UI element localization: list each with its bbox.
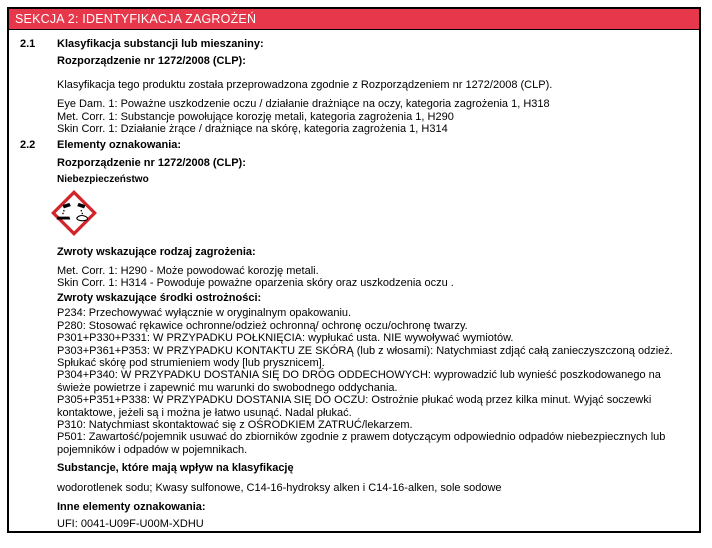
hazard-statement: Skin Corr. 1: H314 - Powoduje poważne oparzenia skóry oraz uszkodzenia oczu . <box>57 277 454 290</box>
section-content <box>9 38 699 531</box>
ghs05-corrosion-pictogram-icon <box>51 190 97 236</box>
classification-item: Eye Dam. 1: Poważne uszkodzenie oczu / działanie drażniące na oczy, kategoria zagrożenia 1, H318 <box>57 98 550 111</box>
subsection-2-1-number: 2.1 <box>20 38 36 50</box>
precautionary-statement: P280: Stosować rękawice ochronne/odzież ochronną/ ochronę oczu/ochronę twarzy. <box>57 319 468 332</box>
hazard-statements-list <box>57 265 689 290</box>
signal-word: Niebezpieczeństwo <box>57 174 149 186</box>
section-header-banner <box>9 9 699 30</box>
document-frame <box>7 7 701 533</box>
clp-regulation-heading-1: Rozporządzenie nr 1272/2008 (CLP): <box>57 55 246 68</box>
clp-regulation-heading-2: Rozporządzenie nr 1272/2008 (CLP): <box>57 156 246 169</box>
precautionary-statement: P301+P330+P331: W PRZYPADKU POŁKNIĘCIA: wypłukać usta. NIE wywoływać wymiotów. <box>57 332 514 345</box>
precautionary-statement: P501: Zawartość/pojemnik usuwać do zbiorników zgodnie z prawem dotyczącym odpowiednio odpadów niebezpiecznych lub pojemników i odpadów w pojemnikach. <box>57 431 666 456</box>
precautionary-statements-heading: Zwroty wskazujące środki ostrożności: <box>57 291 262 304</box>
precautionary-statement: P305+P351+P338: W PRZYPADKU DOSTANIA SIĘ DO OCZU: Ostrożnie płukać wodą przez kilka minut. Wyjąć soczewki kontaktowe, jeżeli są i można je łatwo usunąć. Nadal płukać. <box>57 394 652 419</box>
section-header-title: SEKCJA 2: IDENTYFIKACJA ZAGROŻEŃ <box>15 12 257 26</box>
subsection-2-2-heading <box>20 139 689 152</box>
subsection-2-1-title: Klasyfikacja substancji lub mieszaniny: <box>57 38 264 50</box>
classification-item: Met. Corr. 1: Substancje powołujące korozję metali, kategoria zagrożenia 1, H290 <box>57 110 454 123</box>
subsection-2-1-heading <box>20 38 689 50</box>
classification-item: Skin Corr. 1: Działanie żrące / drażniące na skórę, kategoria zagrożenia 1, H314 <box>57 123 448 136</box>
ufi-code: UFI: 0041-U09F-U00M-XDHU <box>57 518 204 531</box>
precautionary-statement: P303+P361+P353: W PRZYPADKU KONTAKTU ZE SKÓRĄ (lub z włosami): Natychmiast zdjąć całą zanieczyszczoną odzież. Spłukać skórę pod strumieniem wody [lub prysznicem]. <box>57 344 673 369</box>
hazard-statements-heading: Zwroty wskazujące rodzaj zagrożenia: <box>57 245 256 258</box>
precautionary-statement: P234: Przechowywać wyłącznie w oryginalnym opakowaniu. <box>57 307 352 320</box>
substances-list: wodorotlenek sodu; Kwasy sulfonowe, C14-16-hydroksy alken i C14-16-alken, sole sodowe <box>57 481 502 494</box>
hazard-statement: Met. Corr. 1: H290 - Może powodować korozję metali. <box>57 265 319 278</box>
precautionary-statement: P310: Natychmiast skontaktować się z OŚRODKIEM ZATRUĆ/lekarzem. <box>57 418 413 431</box>
classification-intro: Klasyfikacja tego produktu została przeprowadzona zgodnie z Rozporządzeniem nr 1272/2008 (CLP). <box>57 78 553 91</box>
classification-list <box>57 98 689 135</box>
other-labelling-heading: Inne elementy oznakowania: <box>57 500 206 513</box>
substances-heading: Substancje, które mają wpływ na klasyfikację <box>57 462 294 475</box>
subsection-2-2-title: Elementy oznakowania: <box>57 139 182 152</box>
subsection-2-2-number: 2.2 <box>20 139 36 152</box>
precautionary-statements-list <box>57 307 677 456</box>
precautionary-statement: P304+P340: W PRZYPADKU DOSTANIA SIĘ DO DRÓG ODDECHOWYCH: wyprowadzić lub wynieść poszkodowanego na świeże powietrze i zapewnić mu warunki do swobodnego oddychania. <box>57 369 661 394</box>
